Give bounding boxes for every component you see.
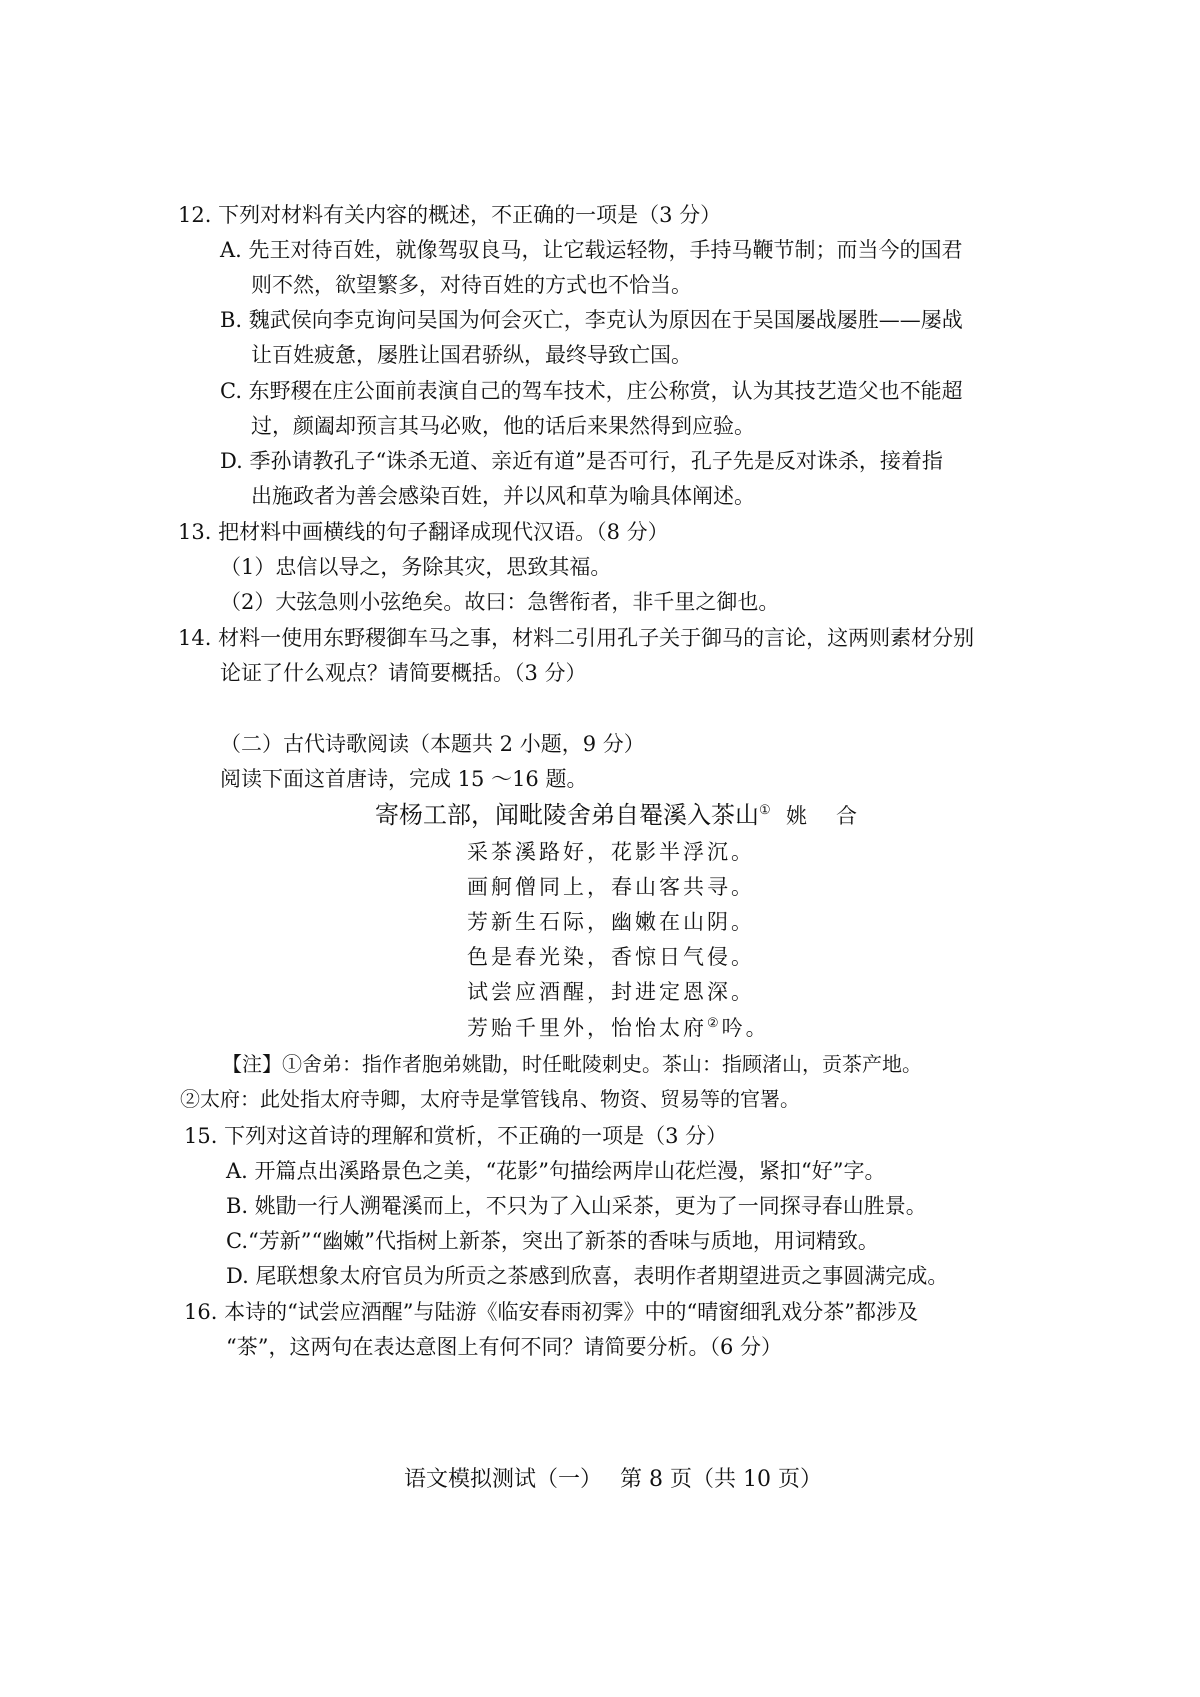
q15-option-b: B. 姚勖一行人溯罨溪而上，不只为了入山采茶，更为了一同探寻春山胜景。 [226,1194,927,1218]
poem-line-3: 芳新生石际，幽嫩在山阴。 [467,910,755,934]
q12-option-d-line1: D. 季孙请教孔子“诛杀无道、亲近有道”是否可行，孔子先是反对诛杀，接着指 [220,449,943,473]
poem-line-5: 试尝应酒醒，封进定恩深。 [467,980,755,1004]
note-line-2: ②太府：此处指太府寺卿，太府寺是掌管钱帛、物资、贸易等的官署。 [180,1087,800,1111]
poem-line-6-end: 吟。 [721,1016,770,1040]
q16-line1: 16. 本诗的“试尝应酒醒”与陆游《临安春雨初霁》中的“晴窗细乳戏分茶”都涉及 [184,1300,919,1324]
q12-option-b-line1: B. 魏武侯向李克询问吴国为何会灭亡，李克认为原因在于吴国屡战屡胜——屡战 [220,308,963,332]
section-instruction: 阅读下面这首唐诗，完成 15 ～16 题。 [220,767,588,791]
poem-title [375,803,771,827]
q12-option-b-line2: 让百姓疲惫，屡胜让国君骄纵，最终导致亡国。 [251,343,692,367]
poem-title-footnote-mark: ① [759,803,771,818]
poem-line-4: 色是春光染，香惊日气侵。 [467,945,755,969]
poem-line-6 [467,1018,770,1039]
poem-line-6-footnote-mark: ② [707,1016,722,1031]
q15-option-d: D. 尾联想象太府官员为所贡之茶感到欣喜，表明作者期望进贡之事圆满完成。 [226,1264,949,1288]
q15-option-a: A. 开篇点出溪路景色之美，“花影”句描绘两岸山花烂漫，紧扣“好”字。 [226,1159,886,1183]
q14-line1: 14. 材料一使用东野稷御车马之事，材料二引用孔子关于御马的言论，这两则素材分别 [178,626,975,650]
footer-exam-name: 语文模拟测试（一） [404,1467,603,1492]
q14-line2: 论证了什么观点？请简要概括。（3 分） [220,661,587,685]
q13-item-1: （1）忠信以导之，务除其灾，思致其福。 [220,555,612,579]
poem-line-6-text: 芳贻千里外，怡怡太府 [467,1016,707,1040]
poem-line-1: 采茶溪路好，花影半浮沉。 [467,840,755,864]
q15-option-c: C.“芳新”“幽嫩”代指树上新茶，突出了新茶的香味与质地，用词精致。 [226,1229,879,1253]
section-heading: （二）古代诗歌阅读（本题共 2 小题，9 分） [220,732,645,756]
q16-line2: “茶”，这两句在表达意图上有何不同？请简要分析。（6 分） [226,1335,783,1359]
q12-option-c-line2: 过，颜阖却预言其马必败，他的话后来果然得到应验。 [251,414,755,438]
q12-option-a-line2: 则不然，欲望繁多，对待百姓的方式也不恰当。 [251,273,692,297]
q12-option-a-line1: A. 先王对待百姓，就像驾驭良马，让它载运轻物，手持马鞭节制；而当今的国君 [220,238,963,262]
q12-option-d-line2: 出施政者为善会感染百姓，并以风和草为喻具体阐述。 [251,484,755,508]
poem-title-text: 寄杨工部，闻毗陵舍弟自罨溪入茶山 [375,801,759,829]
q15-stem: 15. 下列对这首诗的理解和赏析，不正确的一项是（3 分） [184,1124,728,1148]
q13-stem: 13. 把材料中画横线的句子翻译成现代汉语。（8 分） [178,520,669,544]
q13-item-2: （2）大弦急则小弦绝矣。故曰：急辔衔者，非千里之御也。 [220,590,780,614]
poem-line-2: 画舸僧同上，春山客共寻。 [467,875,755,899]
poem-author: 姚 合 [786,804,861,828]
q12-stem: 12. 下列对材料有关内容的概述，不正确的一项是（3 分） [178,203,722,227]
q12-option-c-line1: C. 东野稷在庄公面前表演自己的驾车技术，庄公称赏，认为其技艺造父也不能超 [220,379,963,403]
footer-page-number: 第 8 页（共 10 页） [620,1467,822,1492]
note-line-1: 【注】①舍弟：指作者胞弟姚勖，时任毗陵刺史。茶山：指顾渚山，贡茶产地。 [222,1052,922,1076]
